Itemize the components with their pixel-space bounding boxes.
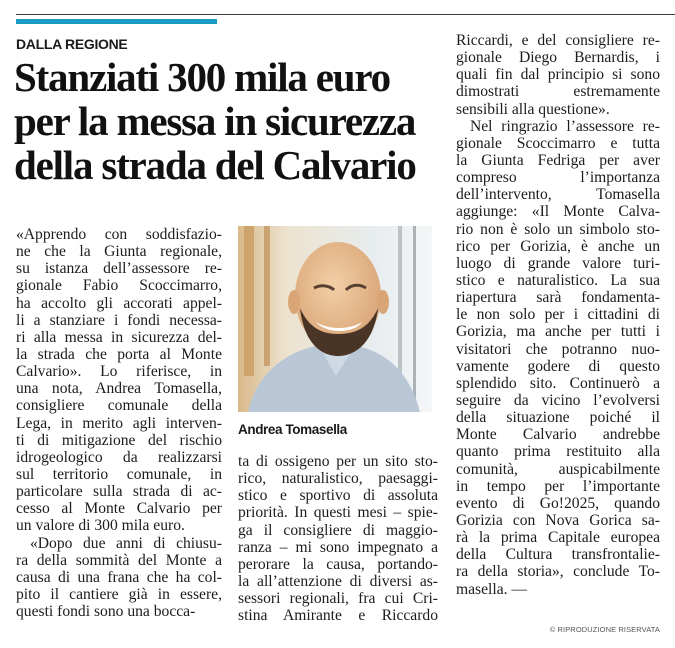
body-text-line: della Cultura transfrontalie- [456,546,660,564]
body-column-1 [16,226,222,620]
body-text-line: Lega, in merito agli interven- [16,414,222,432]
body-text-line: ga il consigliere di maggio- [238,521,438,539]
body-text-line: gionale Fabio Scoccimarro, [16,277,222,295]
body-text-line: perorare la causa, portando- [238,555,438,573]
body-column-2 [238,453,438,624]
body-text-line: aggiunge: «Il Monte Calva- [456,203,660,221]
body-text-line: compreso l’importanza [456,169,660,187]
body-text-line: consigliere comunale della [16,397,222,415]
body-text-line: ra della storia», conclude To- [456,563,660,581]
body-text-line: ne che la Giunta regionale, [16,243,222,261]
body-text-line: Riccardi, e del consigliere re- [456,32,660,49]
body-text-line: sensibili alla questione». [456,100,610,118]
body-text-line: dimostrati estremamente [456,83,660,101]
body-text-line: seguire da vicino l’evolversi [456,391,660,409]
body-text-line: comunità, auspicabilmente [456,460,660,478]
body-text-line: ha accolto gli accorati appel- [16,294,222,312]
body-text-line: Gorizia, ma anche per tutti i [456,323,660,341]
body-text-line: rio non è solo un simbolo sto- [456,220,660,238]
body-text-line: sessori regionali, fra cui Cri- [238,590,438,608]
body-text-line: quanto prima restituito alla [456,443,660,461]
body-text-line: gionale Scoccimarro e tutta [456,134,660,152]
body-text-line: ti di mitigazione del rischio [16,431,222,449]
body-text-line: stina Amirante e Riccardo [238,607,438,625]
section-accent-bar [16,19,217,24]
body-text-line: rico, naturalistico, paesaggi- [238,470,438,488]
body-text-line: evento di Go!2025, quando [456,494,660,512]
body-text-line: le non solo per i cittadini di [456,306,660,324]
body-text-line: un valore di 300 mila euro. [16,517,185,535]
body-text-line: idrogeologico da realizzarsi [16,448,222,466]
body-text-line: riapertura sarà fondamenta- [456,289,660,307]
body-text-line: luogo di grande valore turi- [456,254,660,272]
body-text-line: dell’intervento, Tomasella [456,186,660,204]
body-text-line: ri alla messa in sicurezza del- [16,328,222,346]
headline [14,55,444,187]
body-text-line: Nel ringrazio l’assessore re- [470,117,660,135]
body-text-line: Monte Calvario andrebbe [456,426,660,444]
body-text-line: ta di ossigeno per un sito sto- [238,453,438,470]
body-text-line: stico e sportivo di assoluta [238,487,438,505]
headline-line: Stanziati 300 mila euro [14,54,390,100]
body-text-line: Gorizia con Nova Gorica sa- [456,511,660,529]
copyright-notice: © RIPRODUZIONE RISERVATA [549,625,660,634]
body-text-line: questi fondi sono una bocca- [16,603,196,621]
body-text-line: ra della sommità del Monte a [16,551,222,569]
body-text-line: su istanza dell’assessore re- [16,260,222,278]
body-text-line: la Giunta Fedriga per aver [456,151,660,169]
body-text-line: in tempo per l’importante [456,477,660,495]
body-text-line: splendido sito. Continuerò a [456,374,660,392]
body-text-line: rà la prima Capitale europea [456,529,660,547]
body-text-line: ranza – mi sono impegnato a [238,538,438,556]
body-text-line: sul territorio comunale, in [16,465,222,483]
body-text-line: «Dopo due anni di chiusu- [30,534,222,552]
body-text-line: masella. — [456,580,528,598]
body-text-line: particolare sulla strada di ac- [16,483,222,501]
body-text-line: vamente godere di questo [456,357,660,375]
top-rule [16,14,675,15]
body-text-line: stico e naturalistico. La sua [456,271,660,289]
body-text-line: visitatori che potranno nuo- [456,340,660,358]
body-column-3 [456,32,660,598]
photo-caption: Andrea Tomasella [238,422,347,437]
body-text-line: gionale Diego Bernardis, i [456,49,660,67]
headline-line: della strada del Calvario [14,142,416,188]
body-text-line: la all’attenzione di diversi as- [238,572,438,590]
portrait-image [238,226,432,412]
body-text-line: pito il cantiere già in essere, [16,585,222,603]
body-text-line: una nota, Andrea Tomasella, [16,380,222,398]
body-text-line: della situazione poiché il [456,409,660,427]
body-text-line: priorità. In questi mesi – spie- [238,504,438,522]
body-text-line: cesso al Monte Calvario per [16,500,222,518]
section-kicker: DALLA REGIONE [16,36,128,52]
headline-line: per la messa in sicurezza [14,98,416,144]
body-text-line: Calvario». Lo riferisce, in [16,363,222,381]
body-text-line: «Apprendo con soddisfazio- [16,226,222,243]
body-text-line: causa di una frana che ha col- [16,568,222,586]
author-photo [238,226,432,412]
body-text-line: quali fin dal principio si sono [456,66,660,84]
body-text-line: li a stanziare i fondi necessa- [16,311,222,329]
body-text-line: rico per Gorizia, è anche un [456,237,660,255]
body-text-line: la strada che porta al Monte [16,345,222,363]
